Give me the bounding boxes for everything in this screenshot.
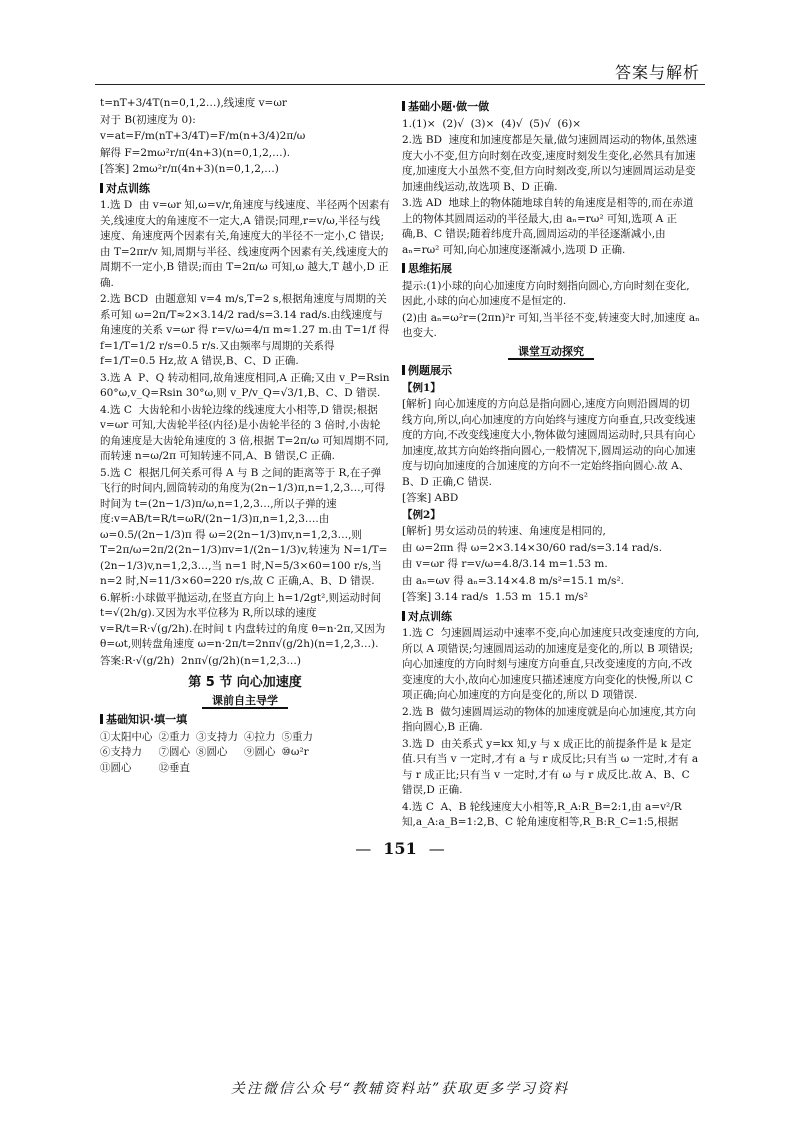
- example-2: [402, 524, 700, 606]
- text-line: ⑩ω²r: [281, 746, 309, 758]
- text-line: 1.选 C 匀速圆周运动中速率不变,向心加速度只改变速度的方向,所以 A 项错误;匀速圆周运动的加速度是变化的,所以 B 项错误;向心加速度的方向时刻与速度方向垂直,只改变速度的方向,不改变速度的大小,故向心加速度只描述速度方向变化的快慢,所以 C 项正确;向心加速度的方向是变化的,所以 D 项错误.: [402, 627, 700, 701]
- text-line: 由 v=ωr 得 r=v/ω=4.8/3.14 m=1.53 m.: [402, 558, 608, 570]
- text-line: 提示:(1)小球的向心加速度方向时刻指向圆心,方向时刻在变化,因此,小球的向心加速度不是恒定的.: [402, 279, 690, 307]
- lesson-title: 第 5 节 向心加速度: [188, 675, 302, 690]
- example-1: [402, 397, 700, 507]
- text-line: ③支持力: [196, 730, 238, 743]
- left-column: [100, 96, 390, 1086]
- text-line: ⑨圆心: [244, 746, 276, 758]
- text-line: [答案] 2mω²r/π(4n+3)(n=0,1,2,…): [100, 163, 279, 175]
- text-line: 解得 F=2mω²r/π(4n+3)(n=0,1,2,…).: [100, 146, 291, 159]
- text-line: v=at=F/m(nT+3/4T)=F/m(n+3/4)2π/ω: [100, 130, 306, 142]
- drill-items: [402, 626, 700, 831]
- text-line: 4.选 C 大齿轮和小齿轮边缘的线速度大小相等,D 错误;根据 v=ωr 可知,大齿轮半径(内径)是小齿轮半径的 3 倍时,小齿轮的角速度是大齿轮角速度的 3 倍,根据 T=2π/ω 可知周期不同,而转速 n=ω/2π 可知转速不同,A、B 错误,C 正确.: [100, 403, 389, 462]
- text-line: (2)由 aₙ=ω²r=(2πn)²r 可知,当半径不变,转速变大时,加速度 aₙ 也变大.: [402, 311, 700, 339]
- section-heading: 基础知识·填一填: [100, 712, 390, 728]
- footer-note: 关注微信公众号“教辅资料站”获取更多学习资料: [230, 1081, 570, 1097]
- band-label: 课堂互动探究: [508, 345, 594, 360]
- example-label: 【例1】: [402, 381, 441, 394]
- section-heading: 基础小题·做一做: [402, 99, 700, 115]
- text-line: ⑫垂直: [158, 761, 190, 774]
- text-line: ④拉力: [244, 730, 276, 743]
- text-line: ⑪圆心: [100, 761, 132, 774]
- text-line: ⑤重力: [281, 730, 313, 743]
- left-sec1-items: [100, 198, 390, 669]
- section-heading: 对点训练: [100, 181, 390, 197]
- text-line: ①太阳中心: [100, 730, 153, 743]
- fill-grid: [100, 730, 390, 777]
- text-line: [答案] ABD: [402, 492, 459, 504]
- small-items: [402, 117, 700, 259]
- section-heading: 思维拓展: [402, 261, 700, 277]
- text-line: [答案] 3.14 rad/s 1.53 m 15.1 m/s²: [402, 591, 589, 603]
- text-line: 3.选 D 由关系式 y=kx 知,y 与 x 成正比的前提条件是 k 是定值.只有当 v 一定时,才有 a 与 r 成反比;只有当 ω 一定时,才有 a 与 r 成正比;只有当 v 一定时,才有 ω 与 r 成反比.故 A、B、C 错误,D 正确.: [402, 737, 699, 796]
- text-line: ②重力: [158, 730, 190, 743]
- expand-items: [402, 279, 700, 342]
- text-line: 2.选 BCD 由题意知 v=4 m/s,T=2 s,根据角速度与周期的关系可知 ω=2π/T≈2×3.14/2 rad/s=3.14 rad/s.由线速度与角速度的关系 v=ωr 得 r=v/ω=4/π m≈1.27 m.由 T=1/f 得 f=1/T=1/2 r/s=0.5 r/s.又由频率与周期的关系得 f=1/T=0.5 Hz,故 A 错误,B、C、D 正确.: [100, 293, 390, 367]
- text-line: 4.选 C A、B 轮线速度大小相等,R_A:R_B=2:1,由 a=v²/R 知,a_A:a_B=1:2,B、C 轮角速度相等,R_B:R_C=1:5,根据: [402, 800, 682, 828]
- text-line: 由 ω=2πn 得 ω=2×3.14×30/60 rad/s=3.14 rad/s.: [402, 541, 663, 554]
- right-column: [402, 96, 700, 831]
- page-number: — 151 —: [0, 839, 800, 858]
- header-title: 答案与解析: [614, 63, 700, 82]
- text-line: 2.选 B 做匀速圆周运动的物体的加速度就是向心加速度,其方向指向圆心,B 正确.: [402, 705, 696, 733]
- text-line: 1.选 D 由 v=ωr 知,ω=v/r,角速度与线速度、半径两个因素有关,线速度大的角速度不一定大,A 错误;同理,r=v/ω,半径与线速度、角速度两个因素有关,角速度大的半径不一定小,C 错误;由 T=2πr/v 知,周期与半径、线速度两个因素有关,线速度大的周期不一定小,B 错误;而由 T=2π/ω 可知,ω 越大,T 越小,D 正确.: [100, 199, 390, 289]
- text-line: ⑧圆心: [196, 746, 228, 758]
- header-rule: [95, 84, 705, 85]
- text-line: [解析] 男女运动员的转速、角速度是相同的,: [402, 525, 606, 537]
- text-line: 3.选 A P、Q 转动相同,故角速度相同,A 正确;又由 v_P=Rsin 60°ω,v_Q=Rsin 30°ω,则 v_P/v_Q=√3/1,B、C、D 错误.: [100, 371, 390, 399]
- band-heading: [100, 693, 390, 709]
- text-line: [解析] 向心加速度的方向总是指向圆心,速度方向则沿圆周的切线方向,所以,向心加速度的方向始终与速度方向垂直,只改变线速度的方向,不改变线速度大小,物体做匀速圆周运动时,只具有向心加速度,故其方向始终指向圆心,一般情况下,圆周运动的向心加速度与切向加速度的合加速度的方向不一定始终指向圆心.故 A、B、D 正确,C 错误.: [402, 398, 696, 488]
- text-line: 由 aₙ=ωv 得 aₙ=3.14×4.8 m/s²=15.1 m/s².: [402, 574, 624, 587]
- left-intro: [100, 96, 390, 178]
- text-line: 2.选 BD 速度和加速度都是矢量,做匀速圆周运动的物体,虽然速度大小不变,但方向时刻在改变,速度时刻发生变化,必然具有加速度,加速度大小虽然不变,但方向时刻改变,所以匀速圆周运动是变加速曲线运动,故选项 B、D 正确.: [402, 134, 697, 193]
- section-heading: 例题展示: [402, 363, 700, 379]
- text-line: t=nT+3/4T(n=0,1,2…),线速度 v=ωr: [100, 97, 287, 109]
- text-line: 3.选 AD 地球上的物体随地球自转的角速度是相等的,而在赤道上的物体其圆周运动的半径最大,由 aₙ=rω² 可知,选项 A 正确,B、C 错误;随着纬度升高,圆周运动的半径逐渐减小,由 aₙ=rω² 可知,向心加速度逐渐减小,选项 D 正确.: [402, 197, 694, 256]
- text-line: 1.(1)× (2)√ (3)× (4)√ (5)√ (6)×: [402, 117, 582, 130]
- text-line: 答案:R·√(g/2h) 2nπ√(g/2h)(n=1,2,3…): [100, 654, 301, 667]
- band-heading: [402, 344, 700, 360]
- band-label: 课前自主导学: [202, 694, 288, 709]
- example-label: 【例2】: [402, 508, 441, 521]
- text-line: 对于 B(初速度为 0):: [100, 113, 196, 126]
- text-line: ⑥支持力: [100, 746, 142, 758]
- text-line: ⑦圆心: [158, 746, 190, 758]
- text-line: 6.解析:小球做平抛运动,在竖直方向上 h=1/2gt²,则运动时间 t=√(2h/g).又因为水平位移为 R,所以球的速度 v=R/t=R·√(g/2h).在时间 t 内盘转过的角度 θ=n·2π,又因为 θ=ωt,则转盘角速度 ω=n·2π/t=2nπ√(g/2h)(n=1,2,3…).: [100, 591, 389, 650]
- section-heading: 对点训练: [402, 609, 700, 625]
- text-line: 5.选 C 根据几何关系可得 A 与 B 之间的距离等于 R,在子弹飞行的时间内,圆筒转动的角度为(2n−1/3)π,n=1,2,3…,可得时间为 t=(2n−1/3)π/ω,n=1,2,3…,所以子弹的速度:v=AB/t=R/t=ωR/(2n−1/3)π,n=1,2,3….由 ω=0.5/(2n−1/3)π 得 ω=2(2n−1/3)πv,n=1,2,3…,则 T=2π/ω=2π/2(2n−1/3)πv=1/(2n−1/3)v,转速为 N=1/T=(2n−1/3)v,n=1,2,3…,当 n=1 时,N=5/3×60=100 r/s,当 n=2 时,N=11/3×60=220 r/s,故 C 正确,A、B、D 错误.: [100, 466, 388, 587]
